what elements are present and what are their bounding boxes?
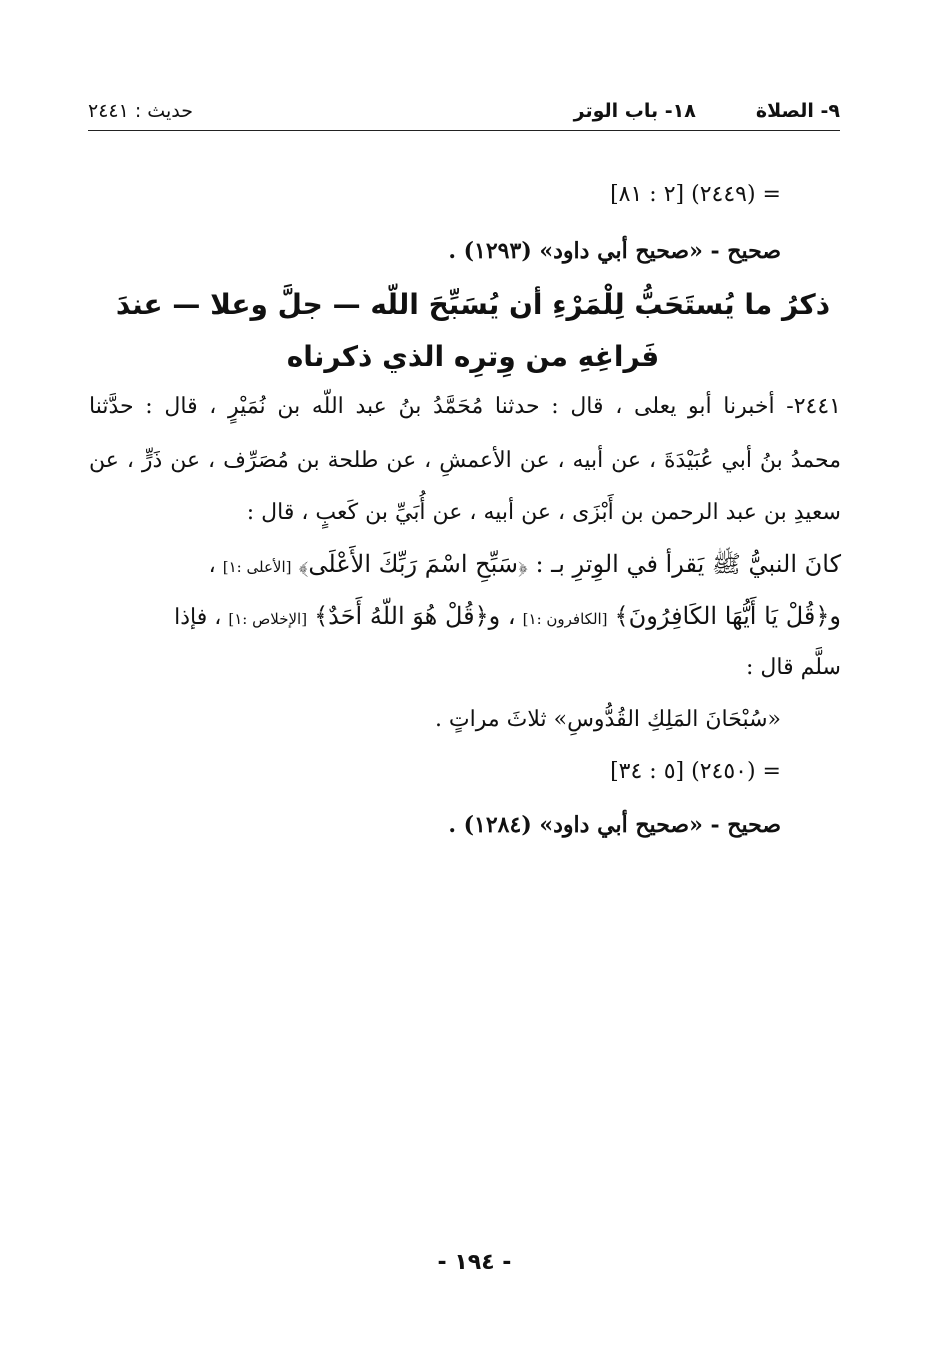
hadith-isnad-line-2: محمدُ بنُ أبي عُبَيْدَةَ ، عن أبيه ، عن الأعمشِ ، عن طلحة بن مُصَرِّف ، عن ذَرٍّ ، عن	[89, 448, 841, 473]
hadith-matn-line-2	[174, 601, 841, 634]
matn-text: ، فإذا	[174, 605, 222, 630]
header-book-chapter	[574, 100, 840, 122]
section-heading-line-1: ذكرُ ما يُستَحَبُّ لِلْمَرْءِ أن يُسَبِّحَ اللّه — جلَّ وعلا — عندَ	[115, 288, 831, 321]
header-book-title: ٩- الصلاة	[755, 100, 840, 122]
hadith-isnad-line-3: سعيدِ بن عبد الرحمن بن أَبْزَى ، عن أبيه ، عن أُبَيِّ بن كَعبٍ ، قال :	[246, 500, 841, 525]
hadith-crossref: = (٢٤٥٠) [٥ : ٣٤]	[610, 759, 781, 784]
section-heading-line-2: فَراغِهِ من وِترِه الذي ذكرناه	[286, 340, 660, 373]
matn-text: ،	[208, 553, 216, 578]
matn-text: و﴿قُلْ يَا أَيُّهَا الكَافِرُونَ﴾	[614, 602, 841, 630]
hadith-grading: صحيح - «صحيح أبي داود» (١٢٨٤) .	[448, 812, 781, 838]
matn-text: كانَ النبيُّ ﷺ يَقرأ في الوِترِ بـ : ﴿سَبِّحِ اسْمَ رَبِّكَ الأَعْلَى﴾	[298, 550, 841, 578]
prev-hadith-grading: صحيح - «صحيح أبي داود» (١٢٩٣) .	[448, 238, 781, 264]
header-hadith-number: حديث : ٢٤٤١	[88, 100, 193, 122]
hadith-matn-line-4: «سُبْحَانَ المَلِكِ القُدُّوسِ» ثلاثَ مراتٍ .	[434, 707, 781, 732]
page-number: - ١٩٤ -	[437, 1250, 512, 1275]
quran-reference: [الإخلاص :١]	[228, 610, 308, 628]
quran-reference: [الكافرون :١]	[522, 610, 608, 628]
running-header	[88, 96, 840, 131]
prev-hadith-crossref: = (٢٤٤٩) [٢ : ٨١]	[610, 182, 781, 207]
hadith-isnad-line-1: ٢٤٤١- أخبرنا أبو يعلى ، قال : حدثنا مُحَمَّدُ بنُ عبد اللّه بن نُمَيْرٍ ، قال : حدَّثنا	[89, 394, 841, 419]
matn-text: ، و﴿قُلْ هُوَ اللّهُ أَحَدٌ﴾	[314, 602, 516, 630]
hadith-matn-line-1	[209, 549, 841, 582]
header-chapter-title: ١٨- باب الوتر	[573, 100, 696, 122]
quran-reference: [الأعلى :١]	[222, 558, 292, 576]
hadith-matn-line-3: سلَّم قال :	[746, 655, 841, 680]
